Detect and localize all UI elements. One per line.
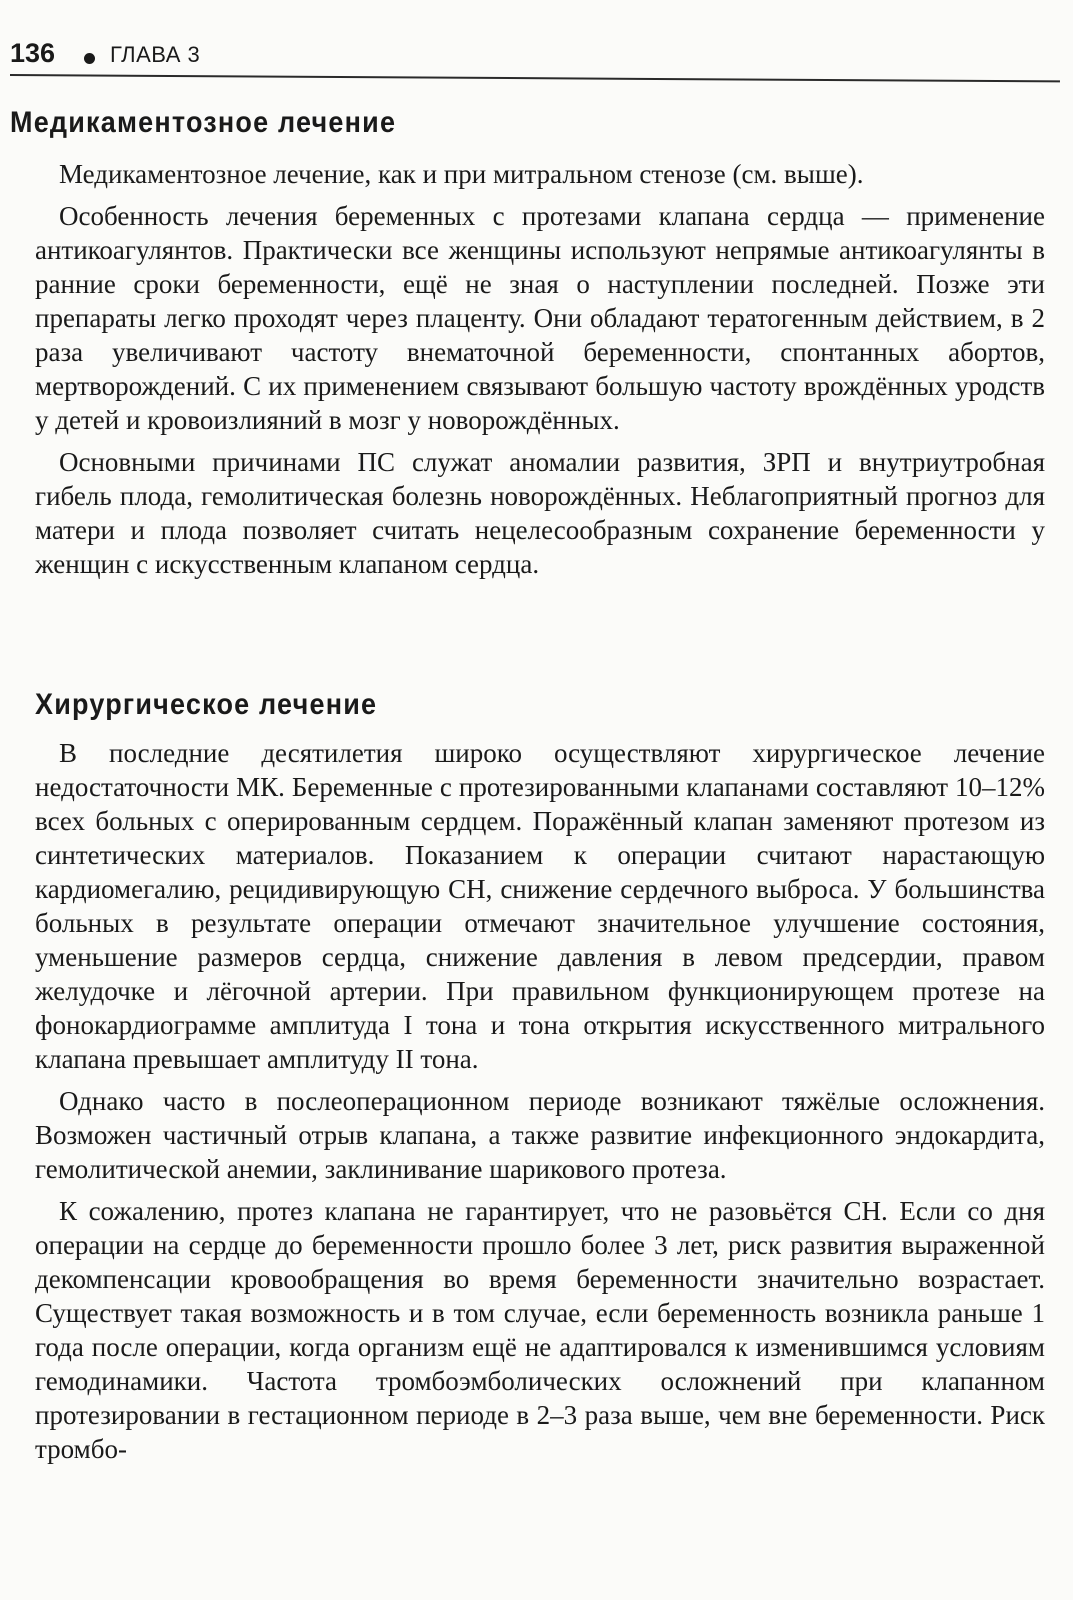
paragraph: К сожалению, протез клапана не гарантирует, что не разовьётся СН. Если со дня операции на сердце до беременности прошло более 3 лет, риск развития выраженной декомпенсации кровообращения во время беременности значительно возрастает. Существует такая возможность и в том случае, если беременность возникла раньше 1 года после операции, когда организм ещё не адаптировался к изменившимся условиям гемодинамики. Частота тромбоэмболических осложнений при клапанном протезировании в гестационном периоде в 2–3 раза выше, чем вне беременности. Риск тромбо- bbox=[35, 1196, 1045, 1464]
section-title-medication: Медикаментозное лечение bbox=[10, 106, 397, 139]
page-number: 136 bbox=[10, 38, 56, 68]
paragraph: В последние десятилетия широко осуществляют хирургическое лечение недостаточности МК. Беременные с протезированными клапанами составляют 10–12% всех больных с оперированным сердцем. Поражённый клапан заменяют протезом из синтетических материалов. Показанием к операции считают нарастающую кардиомегалию, рецидивирующую СН, снижение сердечного выброса. У большинства больных в результате операции отмечают значительное улучшение состояния, уменьшение размеров сердца, снижение давления в левом предсердии, правом желудочке и лёгочной артерии. При правильном функционирующем протезе на фонокардиограмме амплитуда I тона и тона открытия искусственного митрального клапана превышает амплитуду II тона. bbox=[35, 738, 1045, 1074]
bullet-icon bbox=[84, 53, 95, 64]
paragraph: Медикаментозное лечение, как и при митральном стенозе (см. выше). bbox=[59, 159, 864, 189]
section-body-surgery bbox=[35, 736, 1045, 1474]
section-body-medication bbox=[35, 157, 1045, 589]
running-head bbox=[10, 38, 1060, 78]
paragraph: Особенность лечения беременных с протезами клапана сердца — применение антикоагулянтов. Практически все женщины используют непрямые антикоагулянты в ранние сроки беременности, ещё не зная о наступлении последней. Позже эти препараты легко проходят через плаценту. Они обладают тератогенным действием, в 2 раза увеличивают частоту внематочной беременности, спонтанных абортов, мертворождений. С их применением связывают большую частоту врождённых уродств у детей и кровоизлияний в мозг у новорождённых. bbox=[35, 201, 1045, 435]
header-rule bbox=[10, 74, 1060, 82]
paragraph: Однако часто в послеоперационном периоде возникают тяжёлые осложнения. Возможен частичный отрыв клапана, а также развитие инфекционного эндокардита, гемолитической анемии, заклинивание шарикового протеза. bbox=[35, 1086, 1045, 1184]
paragraph: Основными причинами ПС служат аномалии развития, ЗРП и внутриутробная гибель плода, гемолитическая болезнь новорождённых. Неблагоприятный прогноз для матери и плода позволяет считать нецелесообразным сохранение беременности у женщин с искусственным клапаном сердца. bbox=[35, 447, 1045, 579]
section-title-surgery: Хирургическое лечение bbox=[35, 688, 378, 721]
chapter-label: ГЛАВА 3 bbox=[110, 42, 201, 67]
